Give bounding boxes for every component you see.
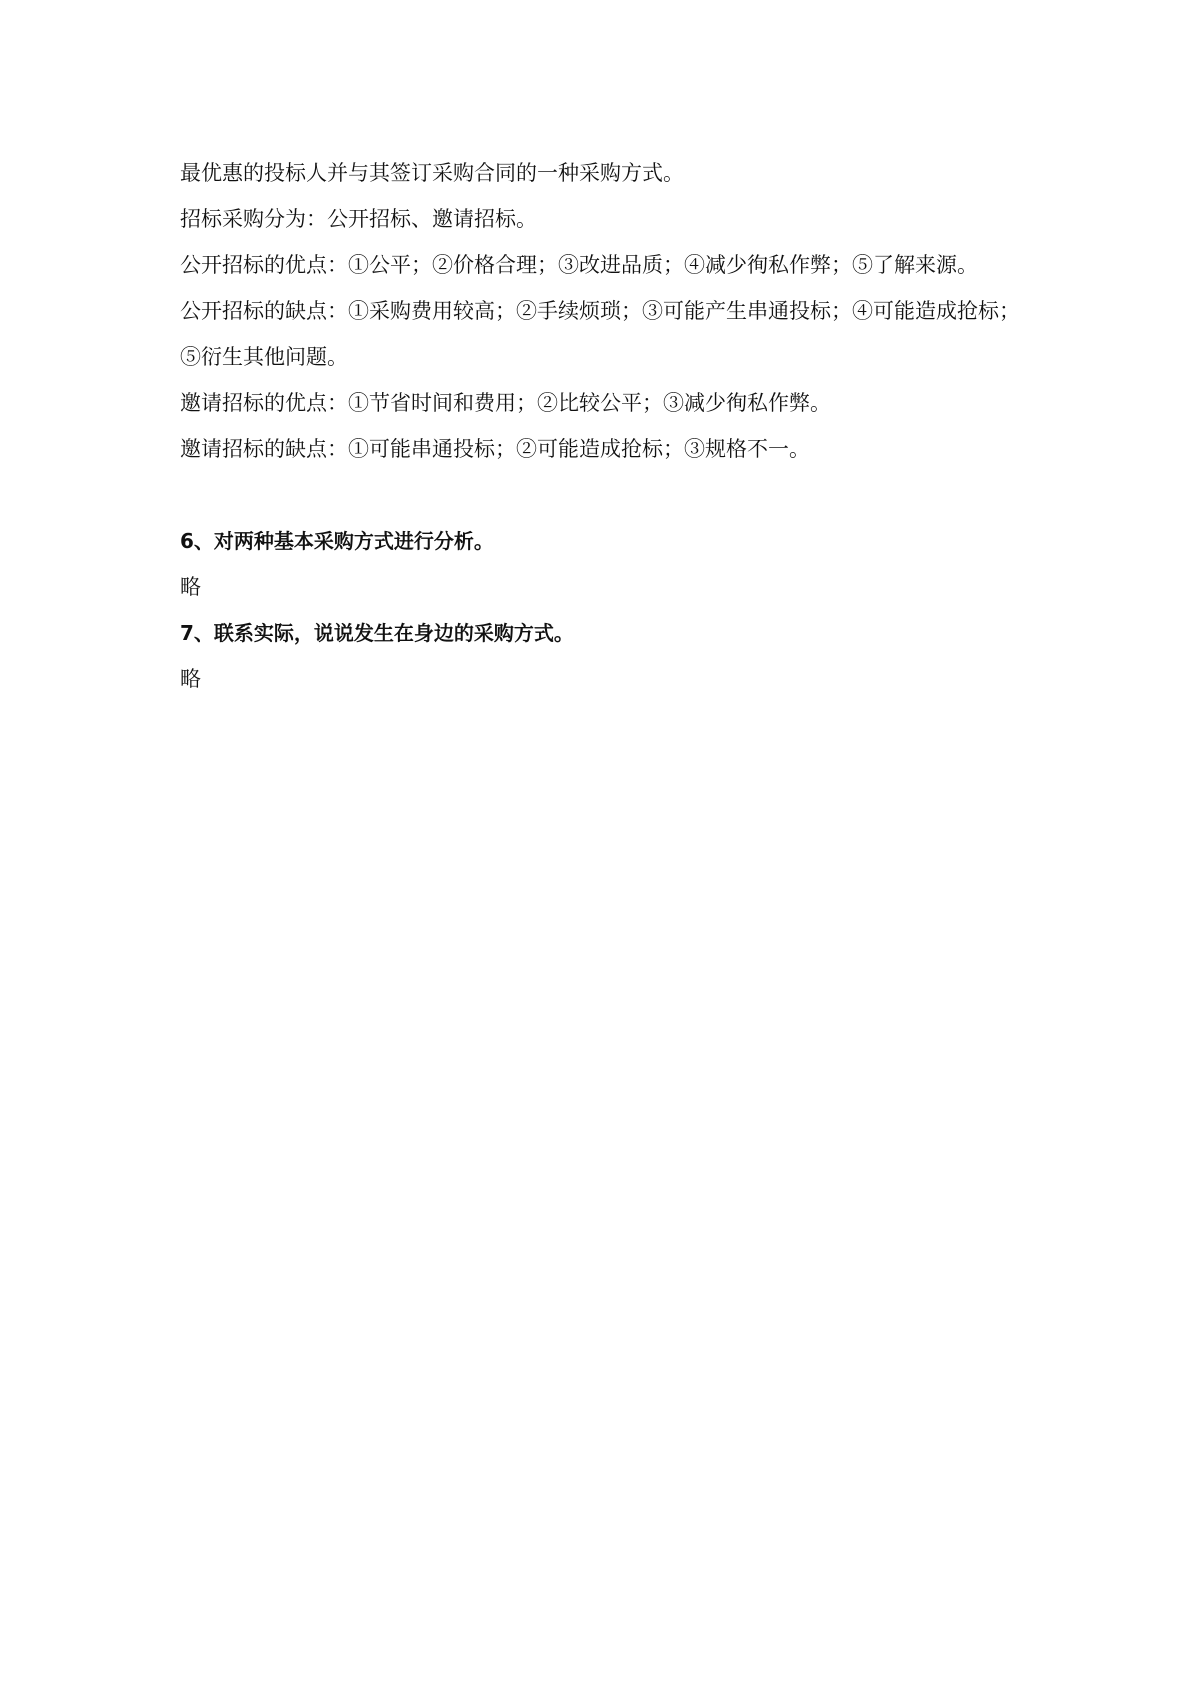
paragraph-invited-tender-disadvantages: 邀请招标的缺点：①可能串通投标；②可能造成抢标；③规格不一。: [180, 437, 810, 461]
question-6-answer: 略: [180, 575, 201, 599]
section-spacer: [180, 472, 1030, 518]
paragraph-tender-types: 招标采购分为：公开招标、邀请招标。: [180, 207, 537, 231]
paragraph-invited-tender-advantages: 邀请招标的优点：①节省时间和费用；②比较公平；③减少徇私作弊。: [180, 391, 831, 415]
paragraph-definition-continued: 最优惠的投标人并与其签订采购合同的一种采购方式。: [180, 161, 684, 185]
document-body: [180, 150, 1030, 702]
question-7-answer: 略: [180, 667, 201, 691]
question-7-title: 7、联系实际，说说发生在身边的采购方式。: [180, 621, 574, 645]
paragraph-open-tender-disadvantages: 公开招标的缺点：①采购费用较高；②手续烦琐；③可能产生串通投标；④可能造成抢标；: [180, 299, 1020, 323]
question-6-title: 6、对两种基本采购方式进行分析。: [180, 529, 494, 553]
paragraph-open-tender-advantages: 公开招标的优点：①公平；②价格合理；③改进品质；④减少徇私作弊；⑤了解来源。: [180, 253, 978, 277]
paragraph-open-tender-disadvantages-cont: ⑤衍生其他问题。: [180, 345, 348, 369]
